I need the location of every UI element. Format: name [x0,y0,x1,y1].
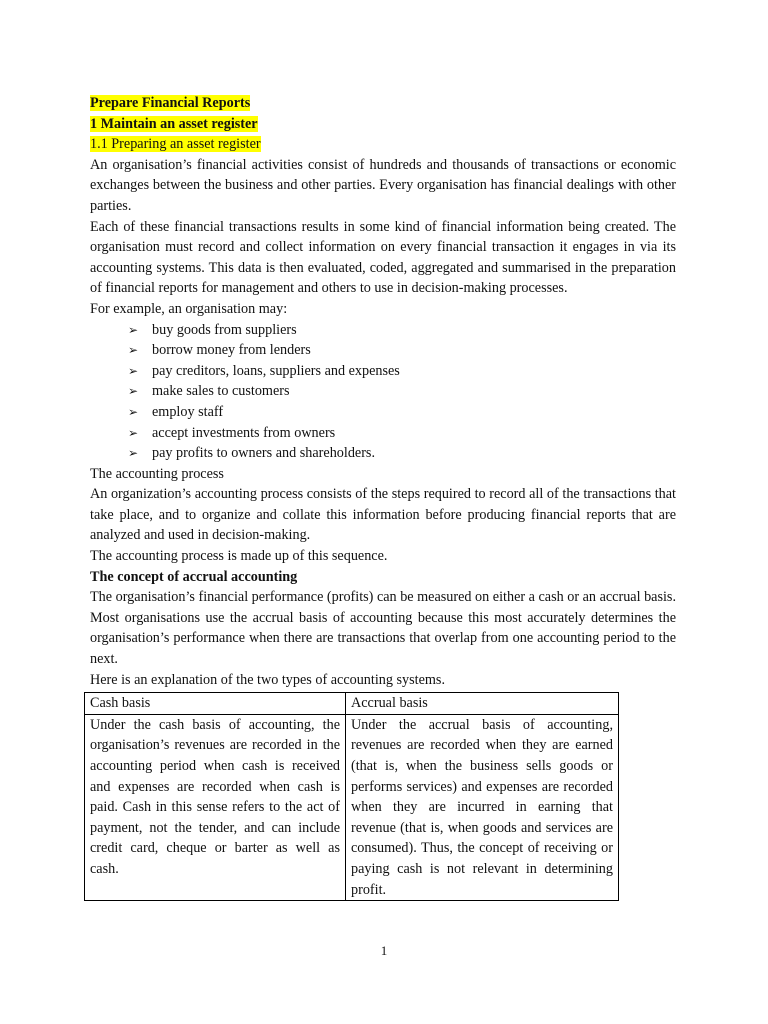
paragraph-financial-activities: An organisation’s financial activities consist of hundreds and thousands of transactions or economic exchanges between the business and other parties. Every organisation has financial dealings with other parties. [90,156,676,214]
accounting-systems-table [84,692,619,901]
list-item: ➢ employ staff [128,402,676,423]
document-title: Prepare Financial Reports [90,95,251,111]
list-intro: For example, an organisation may: [90,300,288,317]
arrow-bullet-icon: ➢ [128,322,139,337]
accrual-heading: The concept of accrual accounting [90,568,298,585]
arrow-bullet-icon: ➢ [128,384,139,399]
paragraph-accrual-concept: The organisation’s financial performance (profits) can be measured on either a cash or an accrual basis. Most organisations use the accrual basis of accounting because this most accurately determines the organisation’s performance when there are transactions that overlap from one accounting period to the next. [90,589,676,668]
list-item: ➢ accept investments from owners [128,423,676,444]
arrow-bullet-icon: ➢ [128,425,139,440]
section-heading: 1 Maintain an asset register [90,115,258,132]
arrow-bullet-icon: ➢ [128,363,139,378]
list-item: ➢ buy goods from suppliers [128,320,676,341]
example-activities-list [90,320,676,464]
arrow-bullet-icon: ➢ [128,343,139,358]
list-item: ➢ pay creditors, loans, suppliers and expenses [128,361,676,382]
paragraph-sequence: The accounting process is made up of this sequence. [90,548,388,565]
table-header-accrual-basis: Accrual basis [346,693,619,715]
list-item: ➢ make sales to customers [128,381,676,402]
page-number: 1 [380,943,388,958]
arrow-bullet-icon: ➢ [128,446,139,461]
table-cell-cash-basis: Under the cash basis of accounting, the organisation’s revenues are recorded in the accounting period when cash is received and expenses are recorded when cash is paid. Cash in this sense refers to the act of payment, not the tender, and can include credit card, cheque or barter as well as cash. [85,714,346,900]
paragraph-accounting-process: An organization’s accounting process consists of the steps required to record all of the transactions that take place, and to organize and collate this information before producing financial reports that are analyzed and used in decision-making. [90,486,676,544]
table-row [85,714,619,900]
arrow-bullet-icon: ➢ [128,404,139,419]
paragraph-financial-transactions: Each of these financial transactions results in some kind of financial information being created. The organisation must record and collect information on every financial transaction it engages in via its accounting systems. This data is then evaluated, coded, aggregated and summarised in the preparation of financial reports for management and others to use in decision-making processes. [90,218,676,297]
table-cell-accrual-basis: Under the accrual basis of accounting, revenues are recorded when they are earned (that is, when the business sells goods or performs services) and expenses are recorded when they are incurred in earning that revenue (that is, when goods and services are consumed). Thus, the concept of receiving or paying cash is not relevant in determining profit. [346,714,619,900]
table-header-cash-basis: Cash basis [85,693,346,715]
accounting-process-heading: The accounting process [90,465,224,482]
list-item: ➢ borrow money from lenders [128,340,676,361]
table-header-row [85,693,619,715]
subsection-heading: 1.1 Preparing an asset register [90,136,261,153]
list-item: ➢ pay profits to owners and shareholders. [128,443,676,464]
paragraph-table-intro: Here is an explanation of the two types of accounting systems. [90,671,445,688]
document-body [90,93,676,901]
